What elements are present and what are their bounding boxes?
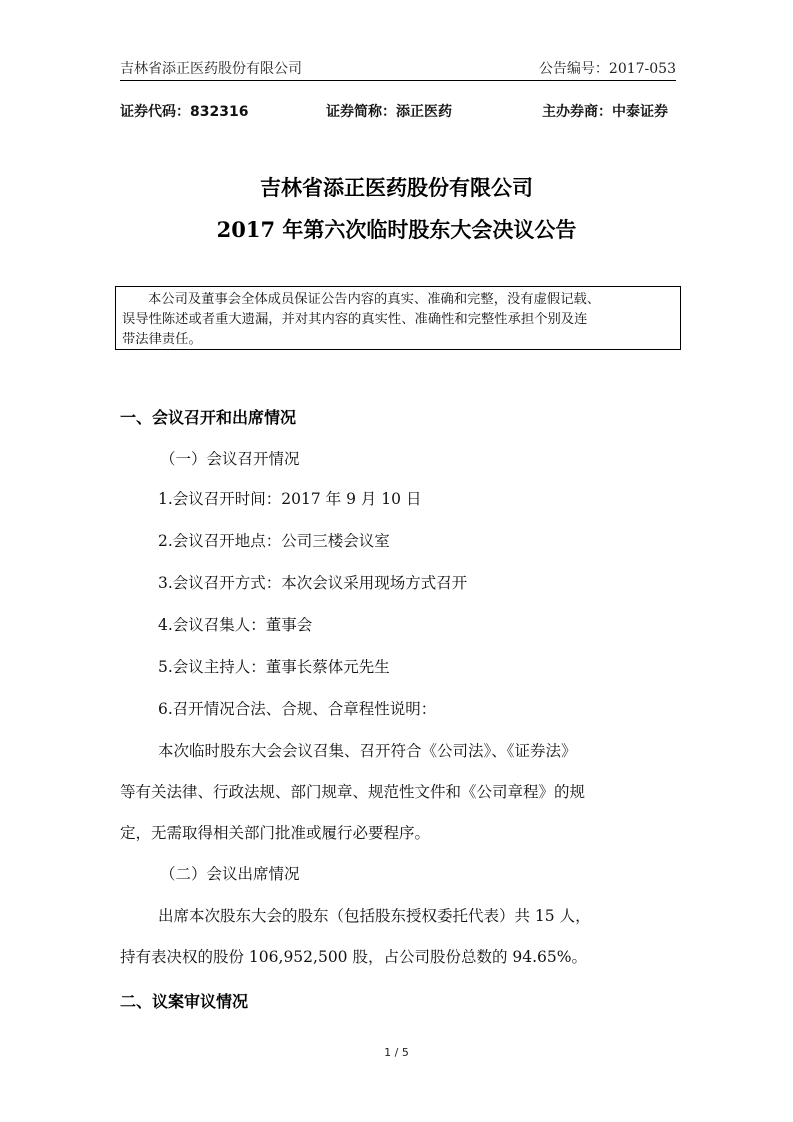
section-1-heading: 一、会议召开和出席情况 (120, 408, 297, 427)
stock-abbreviation: 证券简称：添正医药 (326, 104, 452, 120)
meeting-convener: 4.会议召集人：董事会 (158, 616, 313, 634)
meeting-time: 1.会议召开时间：2017 年 9 月 10 日 (158, 490, 422, 508)
header-announcement-no: 公告编号：2017-053 (538, 61, 676, 77)
disclaimer-box (115, 286, 681, 350)
page-header (120, 58, 676, 81)
stock-code: 证券代码：832316 (120, 104, 249, 120)
subsection-2-heading: （二）会议出席情况 (160, 865, 300, 883)
section-2-heading: 二、议案审议情况 (120, 992, 249, 1011)
meeting-method: 3.会议召开方式：本次会议采用现场方式召开 (158, 574, 468, 592)
page-number: 1 / 5 (384, 1046, 409, 1059)
security-info-row (120, 101, 676, 123)
disclaimer-line-2: 误导性陈述或者重大遗漏，并对其内容的真实性、准确性和完整性承担个别及连 (122, 312, 588, 327)
legality-text-line-3: 定，无需取得相关部门批准或履行必要程序。 (120, 824, 431, 842)
attendance-line-2: 持有表决权的股份 106,952,500 股，占公司股份总数的 94.65%。 (120, 948, 587, 966)
title-company: 吉林省添正医药股份有限公司 (260, 175, 533, 200)
legality-heading: 6.召开情况合法、合规、合章程性说明： (158, 700, 437, 718)
meeting-location: 2.会议召开地点：公司三楼会议室 (158, 532, 390, 550)
header-company: 吉林省添正医药股份有限公司 (120, 61, 302, 77)
legality-text-line-2: 等有关法律、行政法规、部门规章、规范性文件和《公司章程》的规 (120, 783, 586, 801)
disclaimer-line-1: 本公司及董事会全体成员保证公告内容的真实、准确和完整，没有虚假记载、 (148, 292, 601, 307)
sponsor-broker: 主办券商：中泰证券 (542, 104, 668, 120)
subsection-1-heading: （一）会议召开情况 (160, 450, 300, 468)
legality-text-line-1: 本次临时股东大会会议召集、召开符合《公司法》、《证券法》 (158, 742, 577, 760)
disclaimer-line-3: 带法律责任。 (122, 332, 202, 347)
attendance-line-1: 出席本次股东大会的股东（包括股东授权委托代表）共 15 人， (158, 907, 591, 925)
meeting-chair: 5.会议主持人：董事长蔡体元先生 (158, 658, 390, 676)
title-announcement: 2017 年第六次临时股东大会决议公告 (216, 217, 577, 242)
